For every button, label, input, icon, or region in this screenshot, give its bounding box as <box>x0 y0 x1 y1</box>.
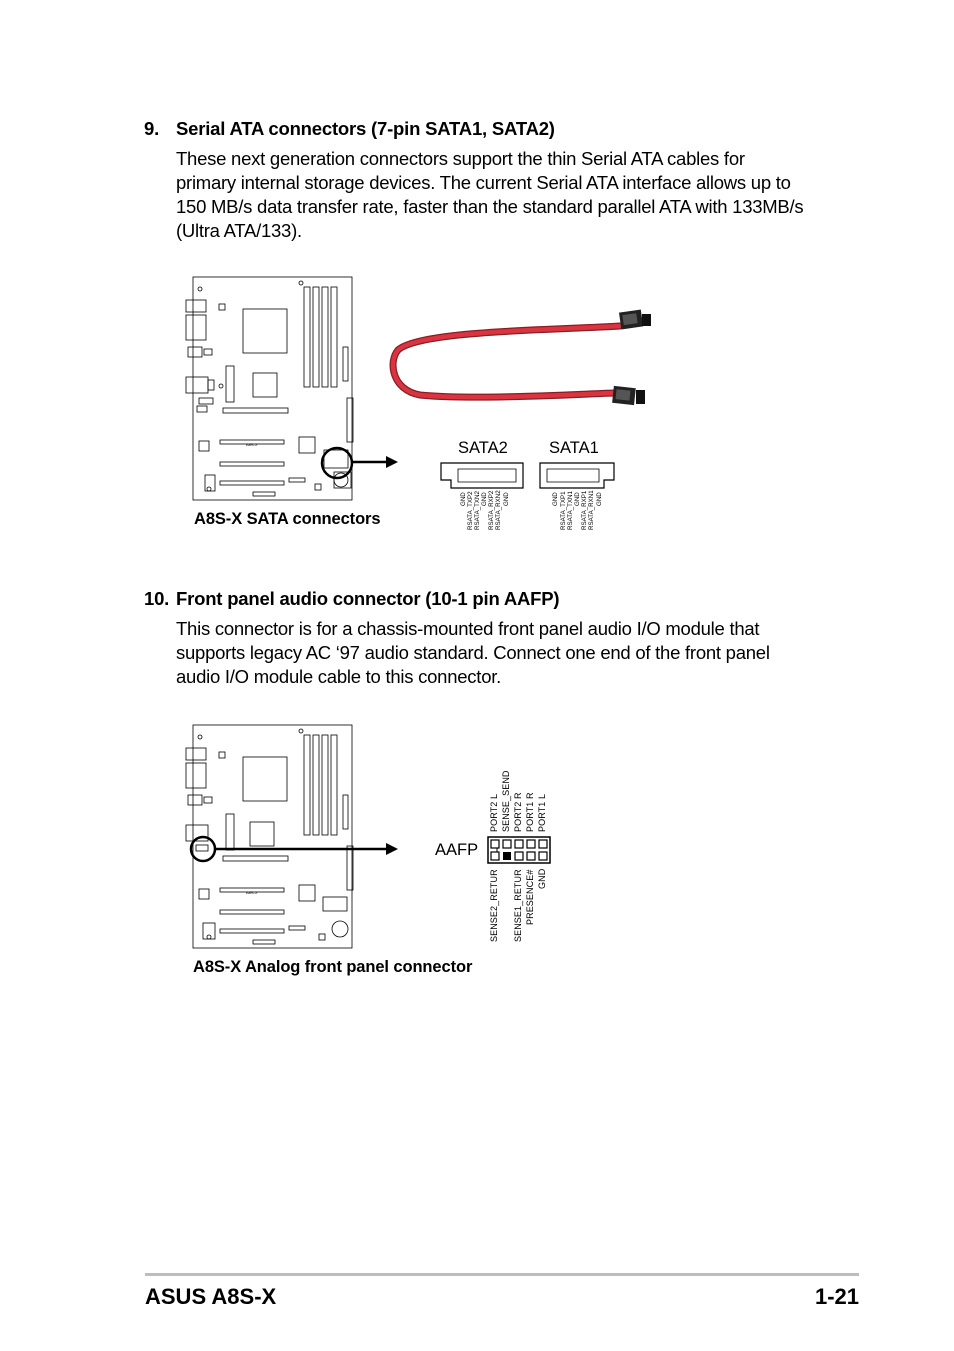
sata1-pin-2: RSATA_TXP1 <box>560 491 567 530</box>
sata1-pin-3: RSATA_TXN1 <box>567 491 574 530</box>
figure-caption-aafp: A8S-X Analog front panel connector <box>193 958 473 976</box>
sata2-pin-7: GND <box>503 492 510 506</box>
sata1-pin-4: GND <box>574 492 581 506</box>
paragraph-line: (Ultra ATA/133). <box>176 220 302 241</box>
board-label: A8S-X <box>246 890 258 895</box>
sata1-pin-6: RSATA_RXN1 <box>588 490 595 530</box>
sata1-pin-7: GND <box>596 492 603 506</box>
section-10-title: Front panel audio connector (10-1 pin AAFP) <box>176 588 560 609</box>
paragraph-line: supports legacy AC ‘97 audio standard. Connect one end of the front panel <box>176 642 770 663</box>
paragraph-line: This connector is for a chassis-mounted front panel audio I/O module that <box>176 618 760 639</box>
figure-caption-sata: A8S-X SATA connectors <box>194 510 381 528</box>
footer-title: ASUS A8S-X <box>145 1284 277 1309</box>
footer-rule <box>145 1273 859 1276</box>
section-10-number: 10. <box>144 588 170 609</box>
sata2-pin-1: GND <box>460 492 467 506</box>
aafp-pin-bottom-2: SENSE1_RETUR <box>513 869 523 942</box>
aafp-pin-top-3: PORT2 R <box>513 792 523 832</box>
aafp-pin-top-5: PORT1 L <box>537 793 547 832</box>
sata1-pin-5: RSATA_RXP1 <box>581 490 588 530</box>
sata1-pin-1: GND <box>552 492 559 506</box>
arrow-icon <box>386 843 398 855</box>
sata2-pin-5: RSATA_RXP2 <box>488 490 495 530</box>
aafp-highlight-circle <box>191 837 215 861</box>
sata2-label: SATA2 <box>458 439 508 457</box>
section-9-number: 9. <box>144 118 160 139</box>
sata2-pin-4: GND <box>481 492 488 506</box>
aafp-pin-top-1: PORT2 L <box>489 793 499 832</box>
paragraph-line: 150 MB/s data transfer rate, faster than the standard parallel ATA with 133MB/s <box>176 196 804 217</box>
paragraph-line: audio I/O module cable to this connector. <box>176 666 502 687</box>
section-9-title: Serial ATA connectors (7-pin SATA1, SATA2) <box>176 118 555 139</box>
page-number: 1-21 <box>814 1284 859 1309</box>
sata2-pin-6: RSATA_RXN2 <box>495 490 502 530</box>
sata2-pin-2: RSATA_TXP2 <box>467 491 474 530</box>
paragraph-line: primary internal storage devices. The current Serial ATA interface allows up to <box>176 172 791 193</box>
sata2-pin-3: RSATA_TXN2 <box>474 491 481 530</box>
aafp-pin-top-4: PORT1 R <box>525 792 535 832</box>
aafp-pin-bottom-1: SENSE2_RETUR <box>489 869 499 942</box>
board-label: A8S-X <box>246 442 258 447</box>
aafp-header <box>488 837 550 863</box>
aafp-pin-bottom-3: PRESENCE# <box>525 869 535 925</box>
aafp-pin-top-2: SENSE_SEND <box>501 770 511 832</box>
aafp-label: AAFP <box>435 841 479 859</box>
paragraph-line: These next generation connectors support the thin Serial ATA cables for <box>176 148 745 169</box>
aafp-pin-bottom-4: GND <box>537 868 547 889</box>
sata1-label: SATA1 <box>549 439 599 457</box>
